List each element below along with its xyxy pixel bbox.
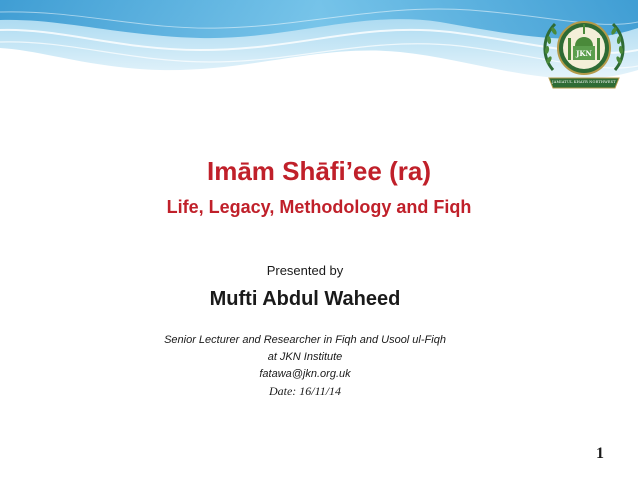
jkn-logo-motto: JAMIATUL KHAYR NORTHWEST bbox=[552, 80, 616, 84]
jkn-logo-emblem-text: JKN bbox=[576, 49, 592, 58]
presenter-name: Mufti Abdul Waheed bbox=[209, 288, 401, 310]
presenter-email: fatawa@jkn.org.uk bbox=[259, 368, 351, 380]
slide-number: 1 bbox=[596, 445, 604, 462]
slide-subtitle: Life, Legacy, Methodology and Fiqh bbox=[166, 197, 472, 217]
jkn-logo-icon bbox=[535, 8, 633, 98]
presented-by-label: Presented by bbox=[266, 263, 344, 278]
slide-title: Imām Shāfi’ee (ra) bbox=[207, 156, 431, 186]
presenter-institute: at JKN Institute bbox=[267, 351, 343, 363]
presentation-date: Date: 16/11/14 bbox=[268, 384, 342, 398]
presenter-role: Senior Lecturer and Researcher in Fiqh and Usool ul-Fiqh bbox=[164, 334, 446, 346]
